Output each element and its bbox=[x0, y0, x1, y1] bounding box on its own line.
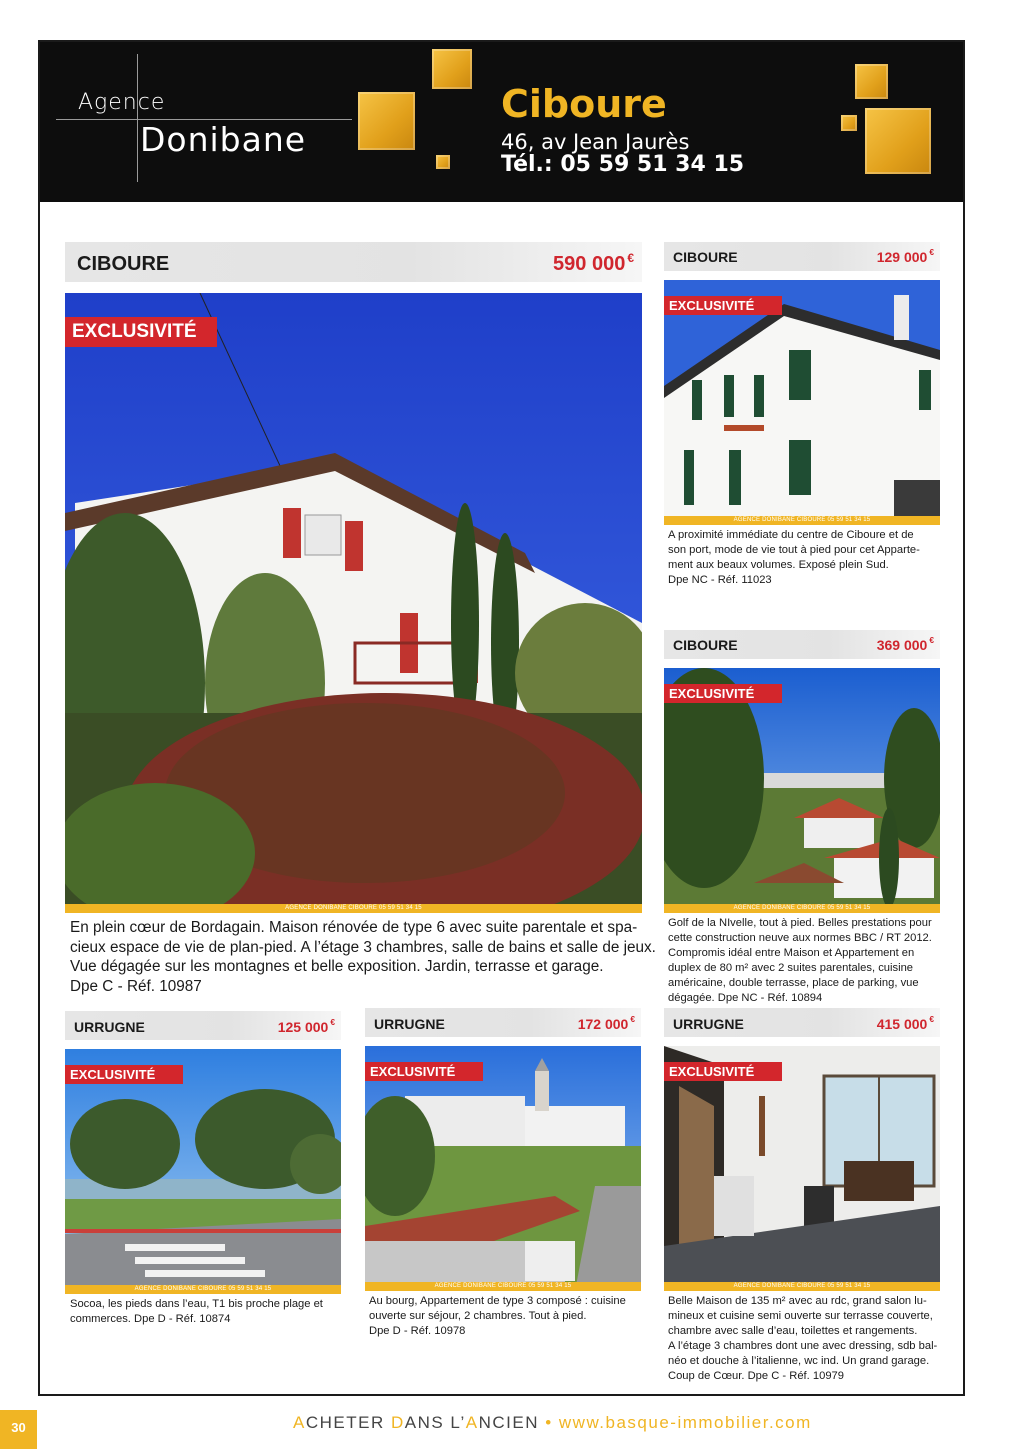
description-line: mineux et cuisine semi ouverte sur terrasse couverte, bbox=[668, 1310, 933, 1322]
description-line: En plein cœur de Bordagain. Maison rénovée de type 6 avec suite parentale et spa- bbox=[70, 919, 638, 936]
description-line: duplex de 80 m² avec 2 suites parentales, cuisine bbox=[668, 962, 914, 974]
exclusivity-badge: EXCLUSIVITÉ bbox=[65, 1065, 183, 1084]
listing-city: CIBOURE bbox=[77, 253, 170, 275]
exclusivity-badge: EXCLUSIVITÉ bbox=[664, 684, 782, 703]
listing-photo[interactable] bbox=[664, 280, 940, 525]
exclusivity-badge: EXCLUSIVITÉ bbox=[664, 1062, 782, 1081]
logo-word-agence: Agence bbox=[78, 90, 166, 115]
listing-description bbox=[70, 918, 656, 996]
listing-city: URRUGNE bbox=[374, 1016, 445, 1032]
listing-title-bar bbox=[65, 242, 642, 282]
logo-rule-vertical bbox=[137, 54, 138, 182]
house-photo-illustration bbox=[65, 293, 642, 913]
description-line: Vue dégagée sur les montagnes et belle exposition. Jardin, terrasse et garage. bbox=[70, 958, 604, 975]
listing-title-bar bbox=[65, 1011, 341, 1040]
agency-city: Ciboure bbox=[501, 82, 667, 126]
listing-price: 129 000 € bbox=[876, 247, 934, 265]
listing-photo[interactable] bbox=[664, 668, 940, 913]
listing-city: CIBOURE bbox=[673, 249, 738, 265]
description-line: Coup de Cœur. Dpe C - Réf. 10979 bbox=[668, 1370, 844, 1382]
listing-price: 125 000 € bbox=[277, 1017, 335, 1035]
description-line: Compromis idéal entre Maison et Appartement en bbox=[668, 947, 915, 959]
description-line: cieux espace de vie de plan-pied. A l’étage 3 chambres, salle de bains et salle de jeux. bbox=[70, 938, 656, 956]
description-line: son port, mode de vie tout à pied pour cet Apparte- bbox=[668, 544, 920, 556]
description-line: néo et douche à l’italienne, wc ind. Un grand garage. bbox=[668, 1355, 930, 1367]
description-line: commerces. Dpe D - Réf. 10874 bbox=[70, 1313, 231, 1325]
photo-credit: AGENCE DONIBANE CIBOURE 05 59 51 34 15 bbox=[65, 1285, 341, 1294]
description-line: Au bourg, Appartement de type 3 composé : cuisine bbox=[369, 1295, 626, 1307]
tagline-initial: A bbox=[465, 1413, 479, 1432]
listing-title-bar bbox=[664, 242, 940, 271]
listing-photo[interactable] bbox=[65, 293, 642, 913]
listing-city: URRUGNE bbox=[673, 1016, 744, 1032]
photo-credit: AGENCE DONIBANE CIBOURE 05 59 51 34 15 bbox=[365, 1282, 641, 1291]
listing-description bbox=[369, 1294, 637, 1339]
logo-gold-square-large bbox=[358, 92, 415, 150]
listing-city: CIBOURE bbox=[673, 637, 738, 653]
photo-credit: AGENCE DONIBANE CIBOURE 05 59 51 34 15 bbox=[664, 904, 940, 913]
deco-gold-square-large bbox=[865, 108, 931, 174]
tagline-part: CHETER bbox=[305, 1413, 391, 1432]
agency-address: 46, av Jean Jaurès bbox=[501, 130, 690, 154]
deco-gold-square-top bbox=[855, 64, 888, 99]
agency-phone[interactable]: Tél.: 05 59 51 34 15 bbox=[501, 152, 745, 177]
listing-title-bar bbox=[664, 630, 940, 659]
description-line: ouverte sur séjour, 2 chambres. Tout à pied. bbox=[369, 1310, 587, 1322]
listing-price: 369 000 € bbox=[876, 635, 934, 653]
listing-description bbox=[70, 1297, 338, 1327]
apartment-photo-illustration bbox=[664, 280, 940, 525]
description-line: cette construction neuve aux normes BBC / RT 2012. bbox=[668, 932, 932, 944]
website-link[interactable]: www.basque-immobilier.com bbox=[558, 1413, 812, 1432]
tagline-separator: • bbox=[538, 1413, 559, 1432]
listing-description bbox=[668, 916, 936, 1006]
description-line: chambre avec salle d’eau, toilettes et rangements. bbox=[668, 1325, 918, 1337]
golf-view-photo-illustration bbox=[664, 668, 940, 913]
page-number: 30 bbox=[0, 1410, 37, 1449]
tagline-part: NCIEN bbox=[478, 1413, 539, 1432]
listing-price: 415 000 € bbox=[876, 1014, 934, 1032]
listing-photo[interactable] bbox=[365, 1046, 641, 1291]
description-line: Golf de la NIvelle, tout à pied. Belles prestations pour bbox=[668, 917, 932, 929]
description-line: dégagée. Dpe NC - Réf. 10894 bbox=[668, 992, 823, 1004]
description-line: Dpe D - Réf. 10978 bbox=[369, 1325, 466, 1337]
photo-credit: AGENCE DONIBANE CIBOURE 05 59 51 34 15 bbox=[65, 904, 642, 913]
seafront-photo-illustration bbox=[65, 1049, 341, 1294]
description-line: Socoa, les pieds dans l’eau, T1 bis proche plage et bbox=[70, 1298, 323, 1310]
exclusivity-badge: EXCLUSIVITÉ bbox=[664, 296, 782, 315]
exclusivity-badge: EXCLUSIVITÉ bbox=[365, 1062, 483, 1081]
tagline-part: ANS L’ bbox=[404, 1413, 466, 1432]
logo-word-donibane: Donibane bbox=[140, 120, 307, 159]
photo-credit: AGENCE DONIBANE CIBOURE 05 59 51 34 15 bbox=[664, 1282, 940, 1291]
logo-gold-square-top bbox=[432, 49, 472, 89]
tagline-initial: A bbox=[293, 1413, 306, 1432]
listing-price: 590 000 € bbox=[553, 251, 634, 275]
description-line: Belle Maison de 135 m² avec au rdc, grand salon lu- bbox=[668, 1295, 927, 1307]
description-line: Dpe C - Réf. 10987 bbox=[70, 977, 202, 995]
deco-gold-square-tiny bbox=[841, 115, 857, 131]
tagline-initial: D bbox=[390, 1413, 405, 1432]
logo-gold-square-small bbox=[436, 155, 450, 169]
listing-description bbox=[668, 528, 936, 588]
photo-credit: AGENCE DONIBANE CIBOURE 05 59 51 34 15 bbox=[664, 516, 940, 525]
description-line: ment aux beaux volumes. Exposé plein Sud. bbox=[668, 559, 889, 571]
village-apartment-photo-illustration bbox=[365, 1046, 641, 1291]
agency-header bbox=[40, 42, 963, 202]
listing-title-bar bbox=[365, 1008, 641, 1037]
listing-price: 172 000 € bbox=[577, 1014, 635, 1032]
description-line: Dpe NC - Réf. 11023 bbox=[668, 574, 772, 586]
footer-tagline bbox=[293, 1413, 812, 1433]
description-line: américaine, double terrasse, place de parking, vue bbox=[668, 977, 919, 989]
description-line: A proximité immédiate du centre de Ciboure et de bbox=[668, 529, 914, 541]
interior-photo-illustration bbox=[664, 1046, 940, 1291]
listing-description bbox=[668, 1294, 936, 1384]
exclusivity-badge: EXCLUSIVITÉ bbox=[65, 317, 217, 347]
listing-photo[interactable] bbox=[664, 1046, 940, 1291]
description-line: A l’étage 3 chambres dont une avec dressing, sdb bal- bbox=[668, 1340, 938, 1352]
listing-city: URRUGNE bbox=[74, 1019, 145, 1035]
listing-title-bar bbox=[664, 1008, 940, 1037]
listing-photo[interactable] bbox=[65, 1049, 341, 1294]
